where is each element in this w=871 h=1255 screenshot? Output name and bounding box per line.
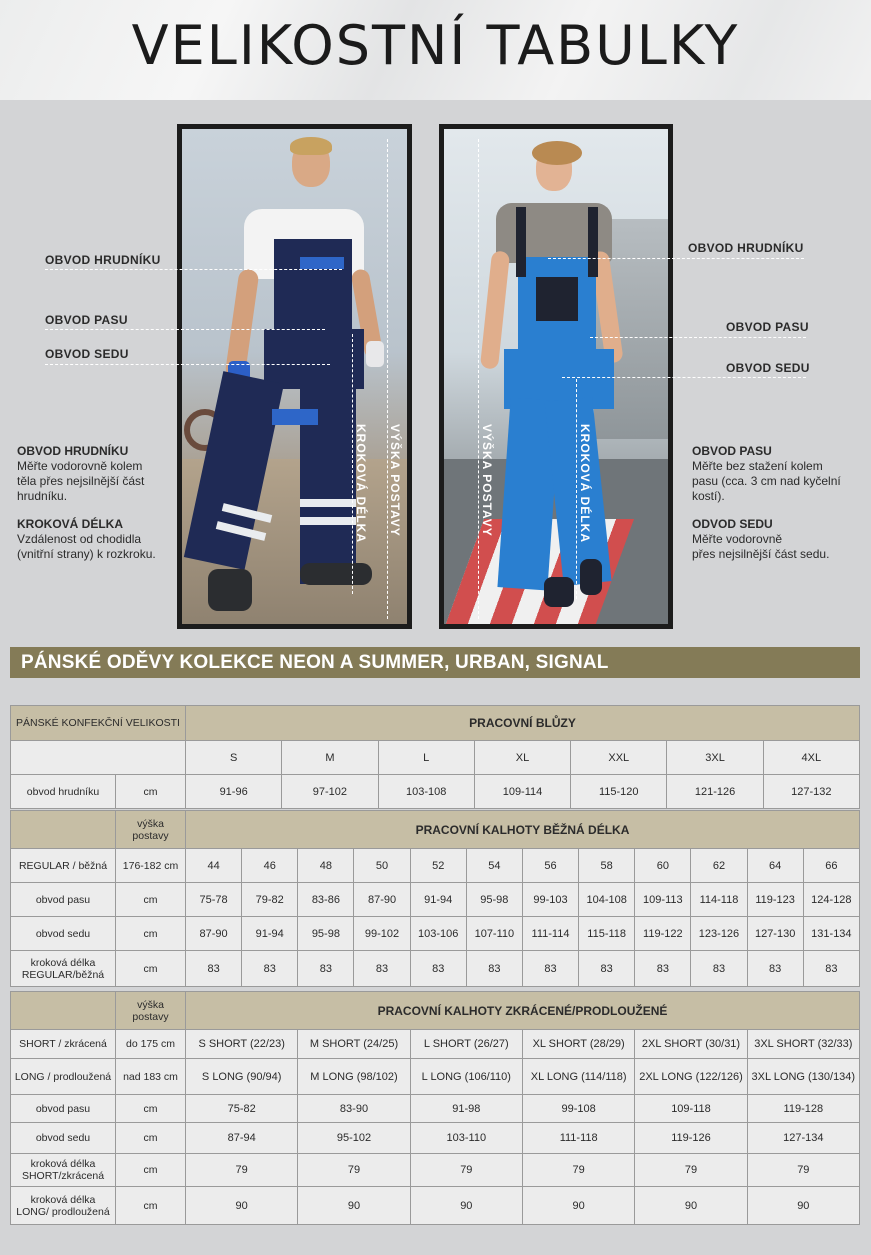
table-cell: 90	[410, 1187, 522, 1225]
table-cell: 104-108	[579, 883, 635, 917]
section-header-bar	[10, 647, 860, 678]
row-unit: cm	[116, 775, 186, 809]
table-cell: M SHORT (24/25)	[298, 1030, 410, 1059]
row-unit: cm	[116, 1123, 186, 1154]
row-label: REGULAR / běžná	[11, 849, 116, 883]
desc-line: Měřte vodorovně kolem	[17, 459, 143, 473]
trouser-blue-accent	[272, 409, 318, 425]
female-hip-label: OBVOD SEDU	[726, 361, 810, 375]
table-cell: 79	[635, 1154, 747, 1187]
table-cell: XL LONG (114/118)	[522, 1059, 634, 1095]
table-cell: L LONG (106/110)	[410, 1059, 522, 1095]
table-cell: 83	[635, 951, 691, 987]
desc-chest-heading: OBVOD HRUDNÍKU	[17, 444, 129, 458]
table-header: PRACOVNÍ BLŮZY	[186, 706, 860, 741]
table-cell: 109-118	[635, 1095, 747, 1123]
female-chest-line	[548, 258, 804, 259]
table-cell: 115-118	[579, 917, 635, 951]
size-header-cell: 4XL	[763, 741, 859, 775]
row-unit: do 175 cm	[116, 1030, 186, 1059]
empty-header-cell	[11, 811, 116, 849]
height-label: výška postavy	[116, 811, 186, 849]
table-row	[11, 1030, 860, 1059]
corner-label: PÁNSKÉ KONFEKČNÍ VELIKOSTI	[11, 706, 186, 741]
table-row	[11, 1123, 860, 1154]
table-cell: 83	[354, 951, 410, 987]
desc-line: těla přes nejsilnější část	[17, 474, 145, 488]
table-header: PRACOVNÍ KALHOTY ZKRÁCENÉ/PRODLOUŽENÉ	[186, 992, 860, 1030]
table-cell: 64	[747, 849, 803, 883]
table-cell: 79	[298, 1154, 410, 1187]
height-measure-line	[387, 139, 388, 619]
table-cell: 109-113	[635, 883, 691, 917]
empty-header-cell	[11, 992, 116, 1030]
table-cell: 83	[410, 951, 466, 987]
row-unit: 176-182 cm	[116, 849, 186, 883]
table-cell: 111-114	[522, 917, 578, 951]
table-cell: 56	[522, 849, 578, 883]
female-waist-line	[590, 337, 806, 338]
desc-line: Vzdálenost od chodidla	[17, 532, 142, 546]
desc-line: (vnitřní strany) k rozkroku.	[17, 547, 156, 561]
table-cell: 119-126	[635, 1123, 747, 1154]
model-hair	[532, 141, 582, 165]
row-label: kroková délka SHORT/zkrácená	[11, 1154, 116, 1187]
table-cell: 90	[522, 1187, 634, 1225]
desc-line: Měřte bez stažení kolem	[692, 459, 823, 473]
table-cell: 50	[354, 849, 410, 883]
height-vertical-label: VÝŠKA POSTAVY	[480, 424, 494, 537]
desc-inseam-heading: KROKOVÁ DÉLKA	[17, 517, 124, 531]
table-cell: 127-132	[763, 775, 859, 809]
short-long-trousers-table	[10, 991, 860, 1225]
table-cell: 99-108	[522, 1095, 634, 1123]
size-header-cell: L	[378, 741, 474, 775]
row-unit: cm	[116, 1154, 186, 1187]
model-shoe-left	[208, 569, 252, 611]
inseam-measure-line	[576, 379, 577, 599]
desc-line: Měřte vodorovně	[692, 532, 783, 546]
table-cell: 91-94	[410, 883, 466, 917]
row-label: LONG / prodloužená	[11, 1059, 116, 1095]
model-shoe-right	[580, 559, 602, 595]
model-shoe-left	[544, 577, 574, 607]
table-cell: 58	[579, 849, 635, 883]
table-cell: 2XL SHORT (30/31)	[635, 1030, 747, 1059]
table-cell: 90	[635, 1187, 747, 1225]
table-cell: 83	[466, 951, 522, 987]
table-cell: 46	[242, 849, 298, 883]
table-row	[11, 917, 860, 951]
row-label: obvod sedu	[11, 917, 116, 951]
table-cell: 91-98	[410, 1095, 522, 1123]
male-hip-line	[45, 364, 330, 365]
table-cell: 79	[522, 1154, 634, 1187]
table-cell: 48	[298, 849, 354, 883]
shirts-size-table	[10, 705, 860, 809]
table-cell: 119-123	[747, 883, 803, 917]
section-title: PÁNSKÉ ODĚVY KOLEKCE NEON A SUMMER, URBAN, SIGNAL	[21, 652, 609, 673]
row-label: kroková délka REGULAR/běžná	[11, 951, 116, 987]
reflective-stripe	[300, 517, 356, 525]
regular-trousers-table	[10, 810, 860, 987]
row-unit: cm	[116, 1095, 186, 1123]
table-cell: 123-126	[691, 917, 747, 951]
table-row	[11, 1059, 860, 1095]
inseam-measure-line	[352, 334, 353, 594]
table-cell: 97-102	[282, 775, 378, 809]
table-cell: 2XL LONG (122/126)	[635, 1059, 747, 1095]
table-cell: 83-86	[298, 883, 354, 917]
male-hip-label: OBVOD SEDU	[45, 347, 129, 361]
row-label: obvod sedu	[11, 1123, 116, 1154]
desc-line: kostí).	[692, 489, 725, 503]
table-cell: 83-90	[298, 1095, 410, 1123]
table-cell: 99-102	[354, 917, 410, 951]
table-cell: S SHORT (22/23)	[186, 1030, 298, 1059]
table-cell: 107-110	[466, 917, 522, 951]
height-vertical-label: VÝŠKA POSTAVY	[388, 424, 402, 537]
table-cell: 83	[522, 951, 578, 987]
page-title: VELIKOSTNÍ TABULKY	[131, 14, 740, 77]
model-hair	[290, 137, 332, 155]
table-cell: 75-78	[186, 883, 242, 917]
model-glove-right	[366, 341, 384, 367]
table-header: PRACOVNÍ KALHOTY BĚŽNÁ DÉLKA	[186, 811, 860, 849]
table-cell: 111-118	[522, 1123, 634, 1154]
male-waist-label: OBVOD PASU	[45, 313, 128, 327]
empty-cell	[11, 741, 186, 775]
row-label: kroková délka LONG/ prodloužená	[11, 1187, 116, 1225]
table-cell: 90	[298, 1187, 410, 1225]
table-cell: 54	[466, 849, 522, 883]
table-cell: 3XL LONG (130/134)	[747, 1059, 859, 1095]
row-unit: cm	[116, 917, 186, 951]
table-cell: 119-122	[635, 917, 691, 951]
table-cell: 127-130	[747, 917, 803, 951]
row-unit: cm	[116, 951, 186, 987]
table-cell: 75-82	[186, 1095, 298, 1123]
table-row	[11, 883, 860, 917]
table-cell: 83	[579, 951, 635, 987]
table-cell: 52	[410, 849, 466, 883]
female-chest-label: OBVOD HRUDNÍKU	[688, 241, 804, 255]
table-cell: 103-110	[410, 1123, 522, 1154]
size-header-cell: M	[282, 741, 378, 775]
table-cell: L SHORT (26/27)	[410, 1030, 522, 1059]
table-cell: 62	[691, 849, 747, 883]
male-model-photo	[177, 124, 412, 629]
table-cell: 87-90	[186, 917, 242, 951]
table-cell: 83	[747, 951, 803, 987]
height-label: výška postavy	[116, 992, 186, 1030]
table-cell: 95-102	[298, 1123, 410, 1154]
table-cell: 91-96	[186, 775, 282, 809]
table-cell: 90	[747, 1187, 859, 1225]
table-cell: 83	[691, 951, 747, 987]
male-waist-line	[45, 329, 325, 330]
table-cell: 79-82	[242, 883, 298, 917]
desc-line: hrudníku.	[17, 489, 68, 503]
table-cell: 127-134	[747, 1123, 859, 1154]
overall-bib	[274, 239, 352, 339]
table-cell: 109-114	[474, 775, 570, 809]
table-cell: 99-103	[522, 883, 578, 917]
table-cell: 121-126	[667, 775, 763, 809]
table-cell: 83	[186, 951, 242, 987]
table-cell: 83	[803, 951, 859, 987]
row-unit: cm	[116, 1187, 186, 1225]
table-cell: S LONG (90/94)	[186, 1059, 298, 1095]
table-cell: 44	[186, 849, 242, 883]
inseam-vertical-label: KROKOVÁ DÉLKA	[578, 424, 592, 544]
size-header-cell: S	[186, 741, 282, 775]
male-chest-line	[45, 269, 342, 270]
bib-pocket-black	[536, 277, 578, 321]
description-right	[692, 444, 864, 562]
table-cell: 79	[186, 1154, 298, 1187]
table-cell: 95-98	[466, 883, 522, 917]
size-header-cell: 3XL	[667, 741, 763, 775]
desc-line: přes nejsilnější část sedu.	[692, 547, 830, 561]
table-cell: 131-134	[803, 917, 859, 951]
table-cell: 79	[410, 1154, 522, 1187]
table-cell: 66	[803, 849, 859, 883]
row-label: obvod pasu	[11, 883, 116, 917]
table-cell: 103-106	[410, 917, 466, 951]
strap-left	[516, 207, 526, 277]
table-cell: 91-94	[242, 917, 298, 951]
table-cell: 60	[635, 849, 691, 883]
table-cell: 83	[242, 951, 298, 987]
description-left	[17, 444, 177, 562]
table-cell: XL SHORT (28/29)	[522, 1030, 634, 1059]
table-cell: 114-118	[691, 883, 747, 917]
table-cell: 83	[298, 951, 354, 987]
model-shoe-right	[300, 563, 372, 585]
height-measure-line	[478, 139, 479, 619]
table-cell: 3XL SHORT (32/33)	[747, 1030, 859, 1059]
table-row	[11, 849, 860, 883]
table-cell: 87-94	[186, 1123, 298, 1154]
table-row	[11, 1187, 860, 1225]
table-cell: 90	[186, 1187, 298, 1225]
table-row	[11, 951, 860, 987]
desc-line: pasu (cca. 3 cm nad kyčelní	[692, 474, 841, 488]
desc-waist-heading: OBVOD PASU	[692, 444, 772, 458]
row-label: obvod pasu	[11, 1095, 116, 1123]
bib-pocket-accent	[300, 257, 344, 269]
row-unit: cm	[116, 883, 186, 917]
table-cell: 79	[747, 1154, 859, 1187]
female-waist-label: OBVOD PASU	[726, 320, 809, 334]
table-cell: 124-128	[803, 883, 859, 917]
size-header-cell: XXL	[571, 741, 667, 775]
table-cell: 115-120	[571, 775, 667, 809]
table-cell: 87-90	[354, 883, 410, 917]
table-cell: 95-98	[298, 917, 354, 951]
female-hip-line	[562, 377, 806, 378]
reflective-stripe	[300, 499, 356, 507]
inseam-vertical-label: KROKOVÁ DÉLKA	[354, 424, 368, 544]
male-chest-label: OBVOD HRUDNÍKU	[45, 253, 161, 267]
strap-right	[588, 207, 598, 277]
overall-waist	[264, 329, 364, 389]
table-row	[11, 1095, 860, 1123]
row-label: SHORT / zkrácená	[11, 1030, 116, 1059]
table-cell: M LONG (98/102)	[298, 1059, 410, 1095]
table-row	[11, 1154, 860, 1187]
table-cell: 119-128	[747, 1095, 859, 1123]
desc-hip-heading: ODVOD SEDU	[692, 517, 773, 531]
row-label: obvod hrudníku	[11, 775, 116, 809]
table-cell: 103-108	[378, 775, 474, 809]
row-unit: nad 183 cm	[116, 1059, 186, 1095]
size-header-cell: XL	[474, 741, 570, 775]
